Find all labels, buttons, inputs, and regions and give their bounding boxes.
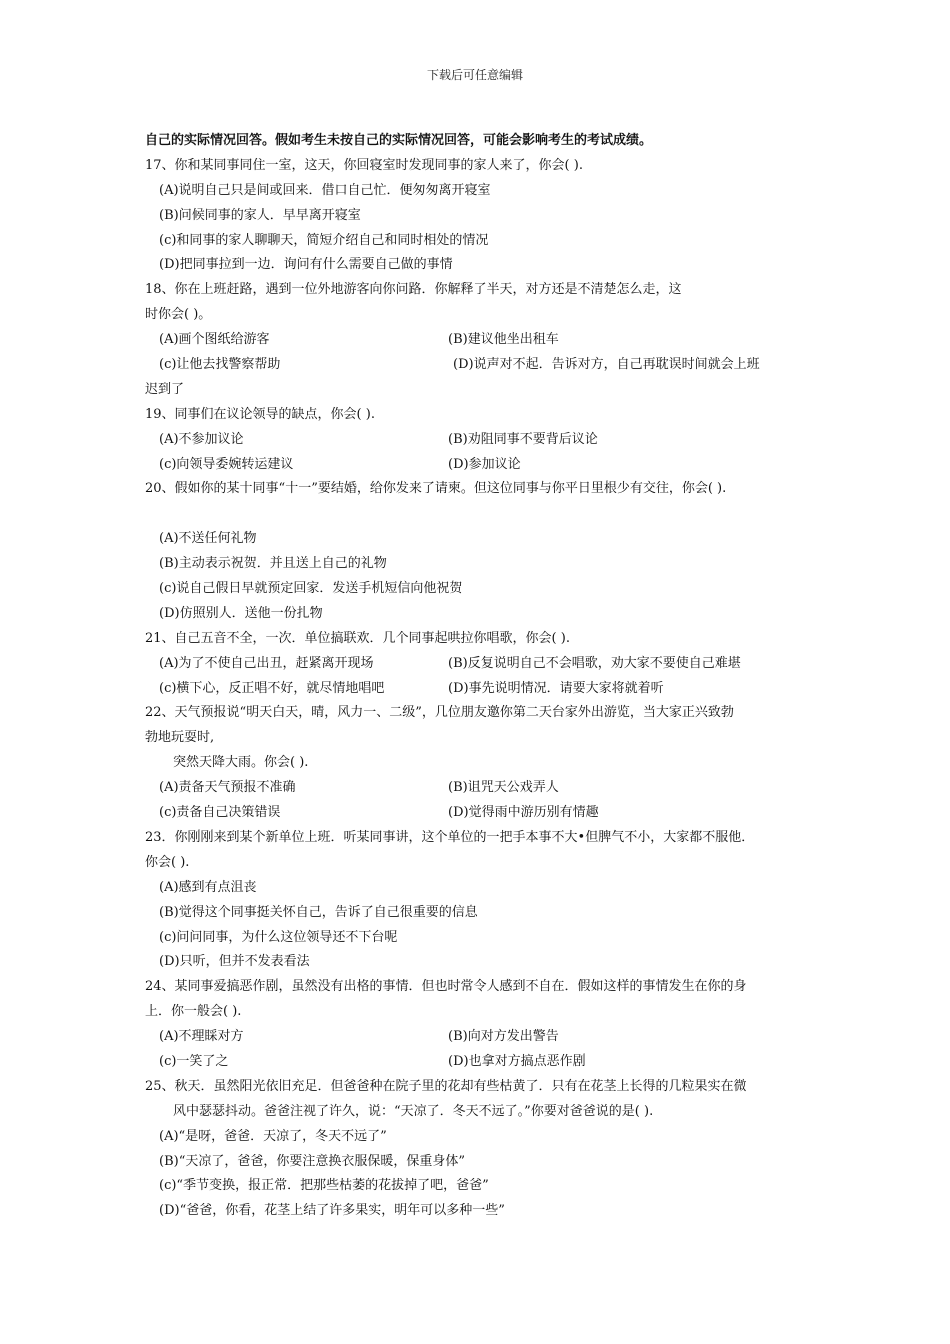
q17-option-d: (D)把同事拉到一边．询问有什么需要自己做的事情	[159, 257, 453, 273]
q25-stem-line2: 风中瑟瑟抖动。爸爸注视了许久，说：“天凉了．冬天不远了。”你要对爸爸说的是( ).	[173, 1103, 654, 1119]
intro-text: 自己的实际情况回答。假如考生未按自己的实际情况回答，可能会影响考生的考试成绩。	[145, 133, 653, 148]
q19-options-row1	[145, 428, 825, 453]
q24-option-d: (D)也拿对方搞点恶作剧	[448, 1053, 586, 1069]
q17-option-c: (c)和同事的家人聊聊天，简短介绍自己和同时相处的情况	[159, 232, 489, 248]
q25-option-a: (A)“是呀，爸爸．天凉了，冬天不远了”	[159, 1128, 387, 1144]
q21-options-row2	[145, 677, 825, 702]
q21-options-row1	[145, 652, 825, 677]
page-header: 下载后可任意编辑	[426, 68, 523, 82]
q22-stem-line1: 22、天气预报说“明天白天，晴，风力一、二级”，几位朋友邀你第二天台家外出游览，当大家正兴致勃	[145, 705, 734, 721]
q24-options-row2	[145, 1050, 825, 1075]
q22-options-row2	[145, 801, 825, 826]
q19-option-b: (B)劝阻同事不要背后议论	[448, 431, 598, 447]
q21-option-c: (c)横下心，反正唱不好，就尽情地唱吧	[159, 680, 385, 696]
q17-option-b: (B)问候同事的家人．早早离开寝室	[159, 207, 361, 223]
q23-option-d: (D)只听，但并不发表看法	[159, 954, 310, 970]
q19-stem: 19、同事们在议论领导的缺点，你会( ).	[145, 406, 375, 422]
q21-stem: 21、自己五音不全，一次．单位搞联欢．几个同事起哄拉你唱歌，你会( ).	[145, 630, 570, 646]
q21-option-b: (B)反复说明自己不会唱歌，劝大家不要使自己难堪	[448, 655, 741, 671]
q23-stem-line1: 23．你刚刚来到某个新单位上班．听某同事讲，这个单位的一把手本事不大•但脾气不小，大家都不服他．	[145, 829, 755, 845]
q18-stem-line2: 时你会( )。	[145, 307, 212, 323]
q24-option-a: (A)不理睬对方	[159, 1029, 244, 1045]
q24-stem-line1: 24、某同事爱搞恶作剧，虽然没有出格的事情．但也时常令人感到不自在．假如这样的事情发生在你的身	[145, 979, 747, 995]
q20-option-c: (c)说自己假日早就预定回家．发送手机短信向他祝贺	[159, 581, 463, 597]
q24-option-b: (B)向对方发出警告	[448, 1029, 559, 1045]
q24-options-row1	[145, 1025, 825, 1050]
q23-option-c: (c)问问同事，为什么这位领导还不下台呢	[159, 929, 398, 945]
q20-option-a: (A)不送任何礼物	[159, 531, 257, 547]
q22-stem-line2: 勃地玩耍时,	[145, 730, 215, 746]
q19-option-a: (A)不参加议论	[159, 431, 244, 447]
q19-option-d: (D)参加议论	[448, 456, 521, 472]
q23-option-b: (B)觉得这个同事挺关怀自己，告诉了自己很重要的信息	[159, 904, 478, 920]
spacer	[145, 502, 825, 527]
q20-option-b: (B)主动表示祝贺．并且送上自己的礼物	[159, 556, 387, 572]
q22-option-c: (c)责备自己决策错误	[159, 805, 281, 821]
document-body	[145, 129, 825, 1224]
q25-option-c: (c)“季节变换，报正常．把那些枯萎的花拔掉了吧，爸爸”	[159, 1178, 489, 1194]
q24-option-c: (c)一笑了之	[159, 1053, 229, 1069]
q19-options-row2	[145, 453, 825, 478]
q17-stem: 17、你和某同事同住一室，这天，你回寝室时发现同事的家人来了，你会( ).	[145, 157, 583, 173]
q18-option-b: (B)建议他坐出租车	[448, 332, 559, 348]
q22-stem-line3: 突然天降大雨。你会( ).	[173, 755, 309, 771]
q22-option-b: (B)诅咒天公戏弄人	[448, 780, 559, 796]
q18-stem-line1: 18、你在上班赶路，遇到一位外地游客向你问路．你解释了半天，对方还是不清楚怎么走，这	[145, 282, 682, 298]
q18-option-d: (D)说声对不起．告诉对方，自己再耽误时间就会上班	[453, 357, 760, 373]
q20-option-d: (D)仿照别人．送他一份扎物	[159, 605, 323, 621]
q23-stem-line2: 你会( ).	[145, 854, 190, 870]
q20-stem: 20、假如你的某十同事“十一”要结婚，给你发来了请柬。但这位同事与你平日里根少有交往，你会( ).	[145, 481, 727, 497]
q22-options-row1	[145, 776, 825, 801]
q19-option-c: (c)向领导委婉转运建议	[159, 456, 294, 472]
q22-option-a: (A)责备天气预报不准确	[159, 780, 296, 796]
q24-stem-line2: 上．你一般会( ).	[145, 1004, 242, 1020]
q17-option-a: (A)说明自己只是间或回来．借口自己忙．便匆匆离开寝室	[159, 182, 491, 198]
q21-option-d: (D)事先说明情况．请要大家将就着听	[448, 680, 664, 696]
q18-options-row1	[145, 328, 825, 353]
q18-options-row2	[145, 353, 825, 378]
q22-option-d: (D)觉得雨中游历别有情趣	[448, 805, 599, 821]
q25-stem-line1: 25、秋天．虽然阳光依旧充足．但爸爸种在院子里的花却有些枯黄了．只有在花茎上长得的几粒果实在微	[145, 1078, 747, 1094]
q25-option-d: (D)“爸爸，你看，花茎上结了许多果实，明年可以多种一些”	[159, 1203, 505, 1219]
q18-option-d-continued: 迟到了	[145, 381, 185, 397]
q18-option-c: (c)让他去找警察帮助	[159, 357, 281, 373]
q18-option-a: (A)画个图纸给游客	[159, 332, 270, 348]
q23-option-a: (A)感到有点沮丧	[159, 879, 257, 895]
q25-option-b: (B)“天凉了，爸爸，你要注意换衣服保暖，保重身体”	[159, 1153, 465, 1169]
q21-option-a: (A)为了不使自己出丑，赶紧离开现场	[159, 655, 374, 671]
